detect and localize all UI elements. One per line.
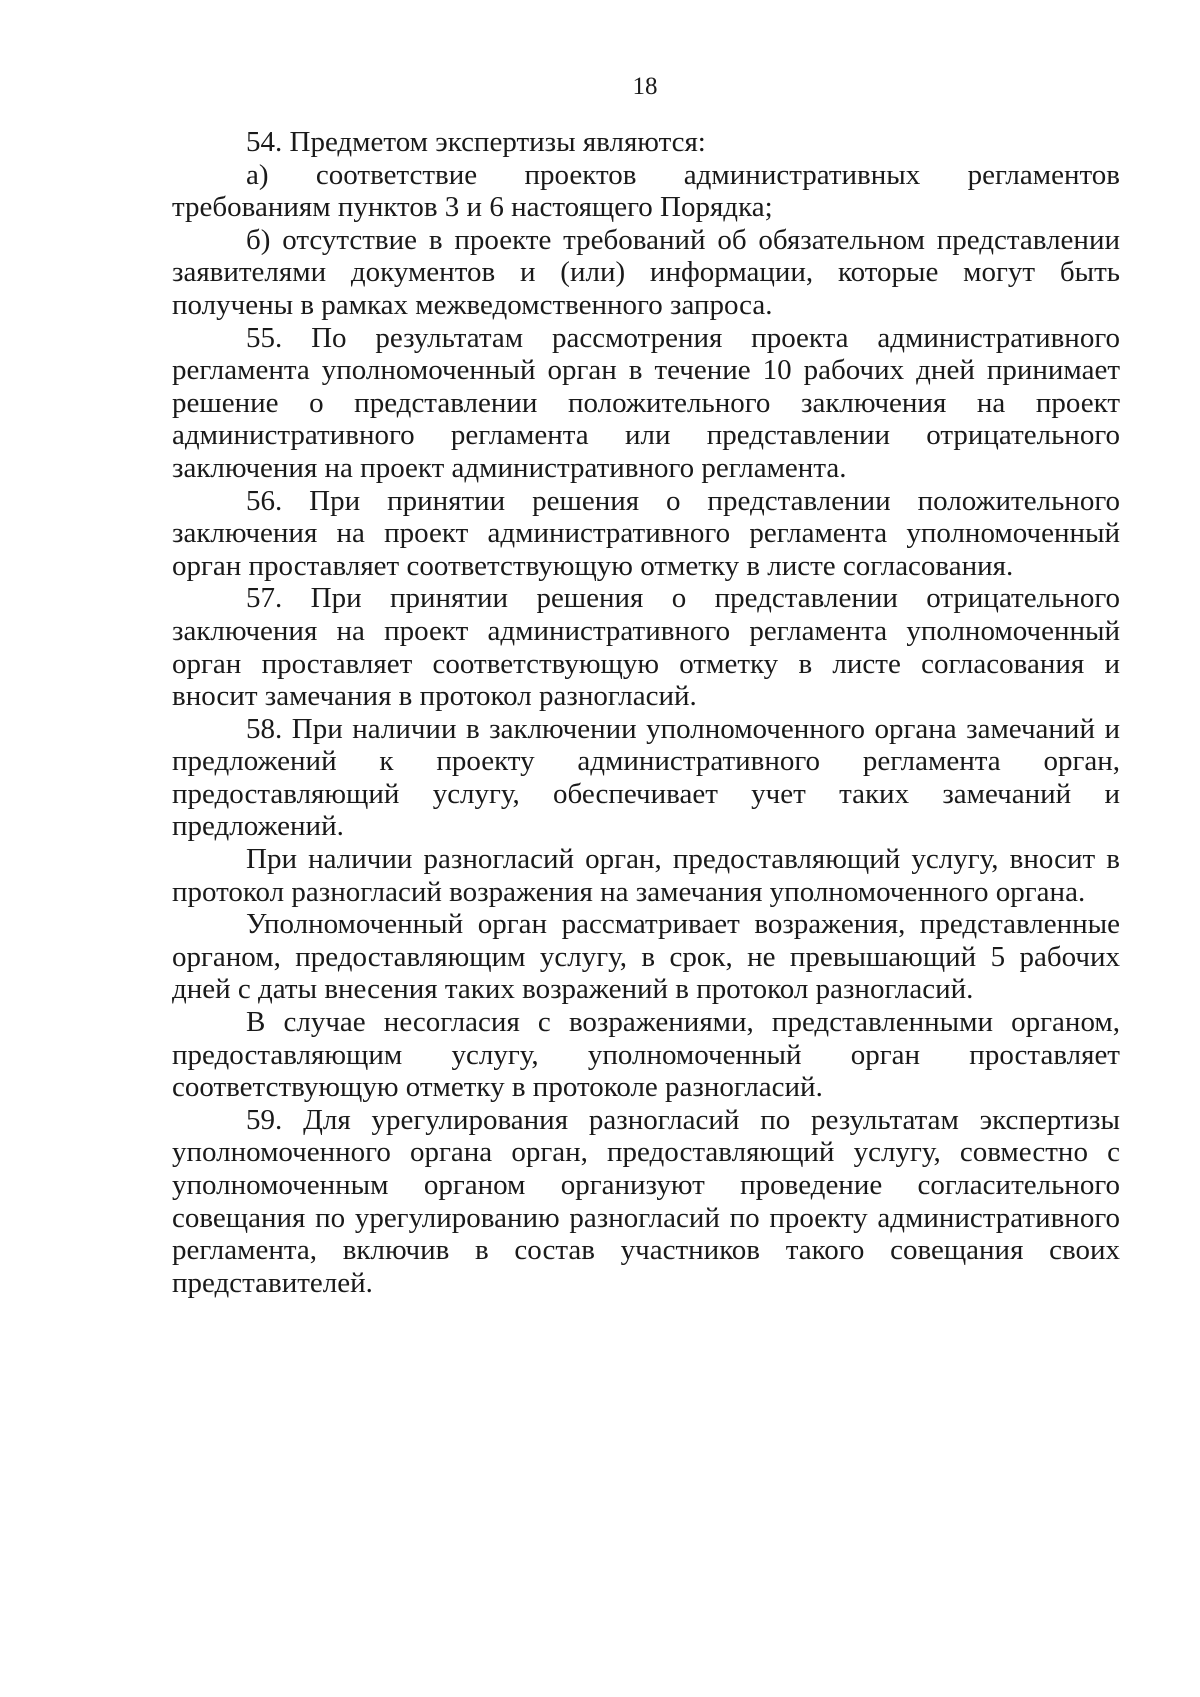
paragraph-58: 58. При наличии в заключении уполномоченного органа замечаний и предложений к проекту административного регламента орган, предоставляющий услугу, обеспечивает учет таких замечаний и предложений. — [172, 712, 1120, 843]
page-number: 18 — [632, 73, 658, 100]
document-body — [172, 126, 1120, 1299]
paragraph-58-disagreements: При наличии разногласий орган, предоставляющий услугу, вносит в протокол разногласий возражения на замечания уполномоченного органа. — [172, 843, 1120, 908]
paragraph-54-a: а) соответствие проектов административных регламентов требованиям пунктов 3 и 6 настоящего Порядка; — [172, 158, 1120, 224]
paragraph-59: 59. Для урегулирования разногласий по результатам экспертизы уполномоченного органа орган, предоставляющий услугу, совместно с уполномоченным органом организуют проведение согласительного совещания по урегулированию разногласий по проекту административного регламента, включив в состав участников такого совещания своих представителей. — [172, 1103, 1120, 1299]
paragraph-54-b: б) отсутствие в проекте требований об обязательном представлении заявителями документов и (или) информации, которые могут быть получены в рамках межведомственного запроса. — [172, 223, 1120, 321]
paragraph-56: 56. При принятии решения о представлении положительного заключения на проект административного регламента уполномоченный орган проставляет соответствующую отметку в листе согласования. — [172, 484, 1120, 582]
paragraph-58-nonagreement: В случае несогласия с возражениями, представленными органом, предоставляющим услугу, уполномоченный орган проставляет соответствующую отметку в протоколе разногласий. — [172, 1006, 1120, 1104]
paragraph-54: 54. Предметом экспертизы являются: — [246, 126, 706, 158]
paragraph-57: 57. При принятии решения о представлении отрицательного заключения на проект административного регламента уполномоченный орган проставляет соответствующую отметку в листе согласования и вносит замечания в протокол разногласий. — [172, 582, 1120, 713]
paragraph-58-review: Уполномоченный орган рассматривает возражения, представленные органом, предоставляющим услугу, в срок, не превышающий 5 рабочих дней с даты внесения таких возражений в протокол разногласий. — [172, 908, 1120, 1006]
paragraph-55: 55. По результатам рассмотрения проекта административного регламента уполномоченный орган в течение 10 рабочих дней принимает решение о представлении положительного заключения на проект административного регламента или представлении отрицательного заключения на проект административного регламента. — [172, 321, 1120, 484]
